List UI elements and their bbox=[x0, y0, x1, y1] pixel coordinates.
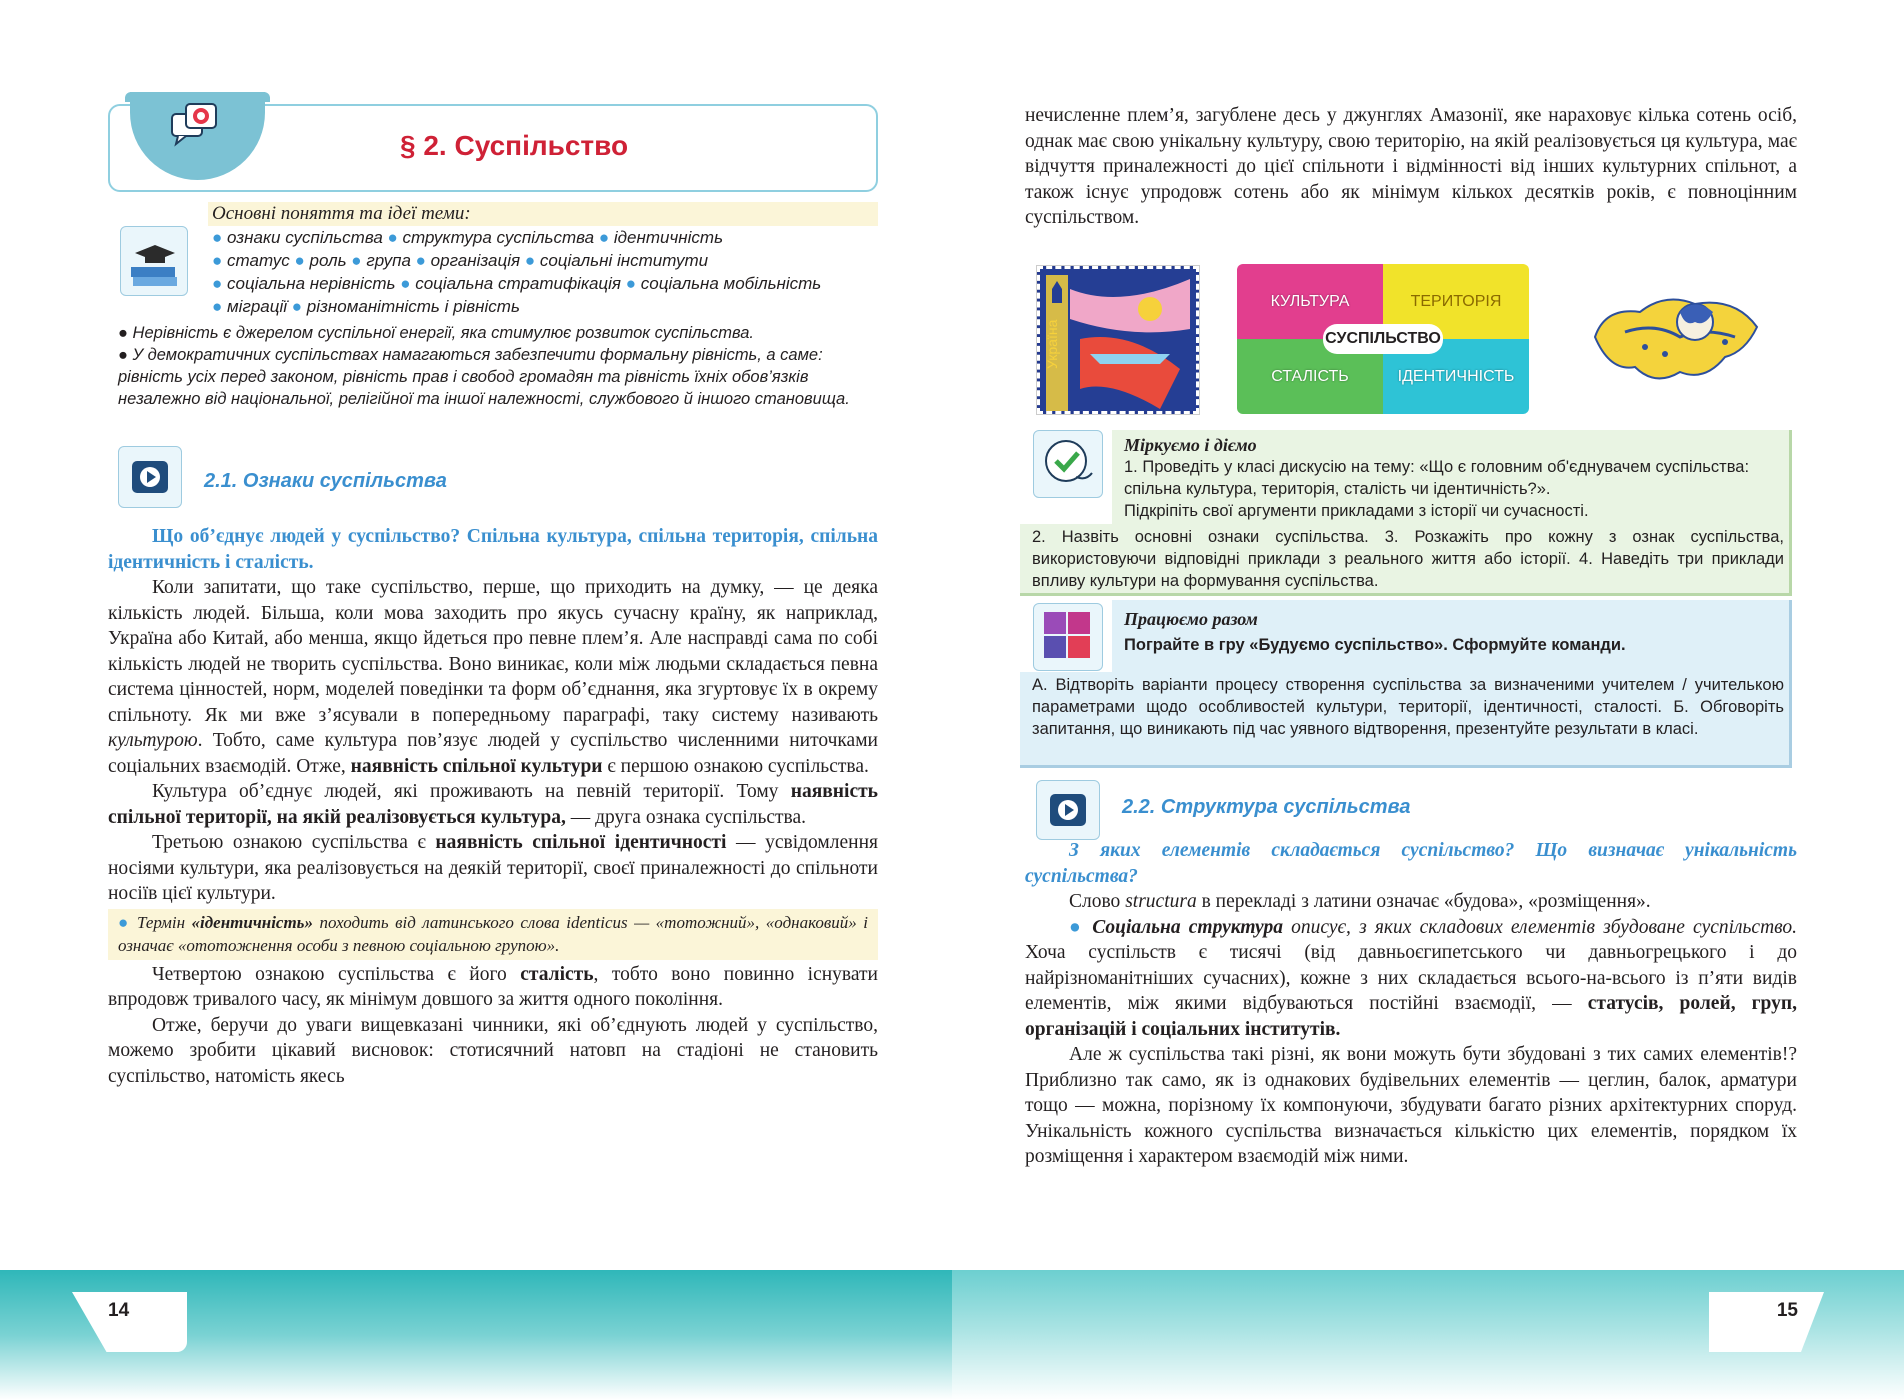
section-question: Що об’єднує людей у суспільство? Спільна культура, спільна територія, спільна ідентичність і сталість. bbox=[108, 526, 878, 573]
work-together-text: А. Відтворіть варіанти процесу створення суспільства за визначеними учителем / учителькою параметрами щодо особливостей культури, території, ідентичності, сталості. Б. Обговоріть запитання, що виникають під час уявного відтворення, презентуйте результати в класі. bbox=[1032, 676, 1784, 738]
work-together-subheading: Пограйте в гру «Будуємо суспільство». Сформуйте команди. bbox=[1124, 636, 1626, 654]
puzzle-piece-identity: ІДЕНТИЧНІСТЬ bbox=[1383, 339, 1529, 414]
section-body bbox=[108, 524, 878, 1089]
concepts-icon-box bbox=[120, 226, 188, 296]
section-icon-box bbox=[1036, 780, 1100, 840]
chat-icon bbox=[164, 100, 234, 160]
concepts-line: ● статус ● роль ● група ● організація ● соціальні інститути bbox=[212, 251, 709, 270]
check-icon bbox=[1034, 431, 1102, 497]
work-together-heading: Працюємо разом bbox=[1124, 609, 1258, 629]
key-concepts bbox=[208, 202, 878, 318]
key-ideas bbox=[118, 322, 858, 410]
paragraph: Третьою ознакою суспільства є наявність спільної ідентичності — усвідомлення носіями культури, яка реалізовується на деякій території, своєї приналежності до спільноти носіїв цієї культури. bbox=[108, 832, 878, 904]
paragraph: Отже, беручи до уваги вищевказані чинники, які об’єднують людей у суспільство, можемо зробити цікавий висновок: стотисячний натовп на стадіоні не становить суспільство, натомість якесь bbox=[108, 1014, 878, 1087]
concept: різноманітність і рівність bbox=[306, 297, 520, 316]
section-body bbox=[1025, 838, 1797, 1170]
puzzle-piece-culture: КУЛЬТУРА bbox=[1237, 264, 1383, 339]
concept: статус bbox=[227, 251, 290, 270]
video-icon bbox=[1037, 781, 1099, 839]
puzzle-piece-territory: ТЕРИТОРІЯ bbox=[1383, 264, 1529, 339]
page-number: 15 bbox=[1776, 1300, 1798, 1321]
think-act-heading: Міркуємо і діємо bbox=[1124, 435, 1257, 455]
paragraph: Слово structura в перекладі з латини означає «будова», «розміщення». bbox=[1069, 891, 1651, 912]
concepts-line: ● соціальна нерівність ● соціальна стратифікація ● соціальна мобільність bbox=[212, 274, 822, 293]
concept: роль bbox=[309, 251, 347, 270]
puzzle-piece-stability: СТАЛІСТЬ bbox=[1237, 339, 1383, 414]
work-together-content bbox=[1124, 608, 1774, 656]
think-act-task: Підкріпіть свої аргументи прикладами з історії чи сучасності. bbox=[1124, 502, 1589, 520]
term-definition: ● Термін «ідентичність» походить від латинського слова identicus — «тотожний», «однаковий» і означає «ототожнення особи з певною соціальною групою». bbox=[108, 909, 878, 960]
stamp-art bbox=[1040, 269, 1199, 414]
page-title: § 2. Суспільство bbox=[400, 130, 629, 161]
ukraine-stamp-image bbox=[1037, 266, 1199, 414]
ukraine-map-image bbox=[1585, 282, 1765, 394]
concept: група bbox=[366, 251, 411, 270]
think-icon-frame bbox=[1033, 430, 1103, 498]
concept: структура суспільства bbox=[402, 228, 595, 247]
section-icon-box bbox=[118, 446, 182, 508]
stamp-label: Україна bbox=[1044, 319, 1060, 369]
concept: соціальна стратифікація bbox=[415, 274, 622, 293]
section-question: З яких елементів складається суспільство? Що визначає унікальність суспільства? bbox=[1025, 840, 1797, 887]
concept: соціальна мобільність bbox=[640, 274, 822, 293]
puzzle-icon bbox=[1034, 604, 1102, 670]
books-icon bbox=[121, 227, 187, 295]
think-act-tasks: 2. Назвіть основні ознаки суспільства. 3. Розкажіть про кожну з ознак суспільства, використовуючи відповідні приклади з реального життя або історії. 4. Наведіть три приклади впливу культури на формування суспільства. bbox=[1032, 528, 1784, 590]
paragraph: Але ж суспільства такі різні, як вони можуть бути збудовані з тих самих елементів!? Приблизно так само, як із однакових будівельних елементів — цеглин, балок, арматури тощо — можна, порізному їх компонуючи, збудувати багато різних архітектурних споруд. Унікальність кожного суспільства визначається кількістю цих елементів, порядком їх розміщення і характером взаємодій між ними. bbox=[1025, 1044, 1797, 1167]
paragraph: Культура об’єднує людей, які проживають на певній території. Тому наявність спільної території, на якій реалізовується культура, — друга ознака суспільства. bbox=[108, 781, 878, 828]
paragraph: ● Соціальна структура описує, з яких складових елементів збудоване суспільство. Хоча суспільств є тисячі (від давньоєгипетського чи давньогрецького і до найрізноманітніших сучасних), кожне з них складається всього-на-всього із п’яти видів елементів, між якими відбуваються постійні взаємодії, — статусів, ролей, груп, організацій і соціальних інститутів. bbox=[1025, 916, 1797, 1040]
concept: ознаки суспільства bbox=[227, 228, 383, 247]
page-number: 14 bbox=[108, 1300, 130, 1321]
concept: соціальні інститути bbox=[539, 251, 709, 270]
think-act-task: 1. Проведіть у класі дискусію на тему: «Що є головним об'єднувачем суспільства: спільна культура, територія, сталість чи ідентичність?». bbox=[1124, 458, 1750, 498]
section-title: 2.2. Структура суспільства bbox=[1122, 796, 1411, 818]
intro-paragraph: нечисленне плем’я, загублене десь у джунглях Амазонії, яке нараховує кілька сотень осіб, однак має свою унікальну культуру, свою територію, на якій реалізовується ця культура, має відчуття приналежності до цієї спільноти і відмінності від інших культурних спільнот, а також існує упродовж сотень або як мінімум кількох десятків років, є повноцінним суспільством. bbox=[1025, 105, 1797, 228]
concept: ідентичність bbox=[613, 228, 724, 247]
think-act-content bbox=[1124, 434, 1774, 522]
paragraph: Четвертою ознакою суспільства є його сталість, тобто воно повинно існувати впродовж тривалого часу, як мінімум довшого за життя одного покоління. bbox=[108, 963, 878, 1010]
puzzle-center-label: СУСПІЛЬСТВО bbox=[1323, 324, 1443, 354]
concept: організація bbox=[430, 251, 521, 270]
concept: соціальна нерівність bbox=[227, 274, 396, 293]
together-icon-box bbox=[1033, 603, 1103, 671]
video-icon bbox=[119, 447, 181, 507]
concepts-line: ● міграції ● різноманітність і рівність bbox=[212, 297, 520, 316]
concept: міграції bbox=[227, 297, 288, 316]
concepts-line: ● ознаки суспільства ● структура суспільства ● ідентичність bbox=[212, 228, 724, 247]
paragraph: Коли запитати, що таке суспільство, перше, що приходить на думку, — це деяка кількість людей. Більша, коли мова заходить про якусь сучасну країну, як наприклад, Україна або Китай, або менша, якщо йдеться про певне плем’я. Але насправді сама по собі кількість людей не творить суспільства. Воно виникає, коли між людьми складається певна система цінностей, норм, моделей поведінки та форм об’єднання, яка згуртовує їх в окрему спільноту. Як ми вже з’ясували в попередньому параграфі, таку систему називають культурою. Тобто, саме культура пов’язує людей у суспільство численними ниточками соціальних взаємодій. Отже, наявність спільної культури є першою ознакою суспільства. bbox=[108, 577, 878, 777]
society-puzzle-image bbox=[1237, 264, 1529, 414]
idea: ● Нерівність є джерелом суспільної енергії, яка стимулює розвиток суспільства. bbox=[118, 324, 754, 342]
idea: ● У демократичних суспільствах намагаються забезпечити формальну рівність, а саме: рівність усіх перед законом, рівність прав і свобод громадян та рівність їхніх обов’язків незалежно від національної, релігійної та іншої належності, службового й іншого становища. bbox=[118, 346, 850, 408]
section-title: 2.1. Ознаки суспільства bbox=[204, 470, 447, 492]
concepts-heading: Основні поняття та ідеї теми: bbox=[208, 202, 878, 226]
